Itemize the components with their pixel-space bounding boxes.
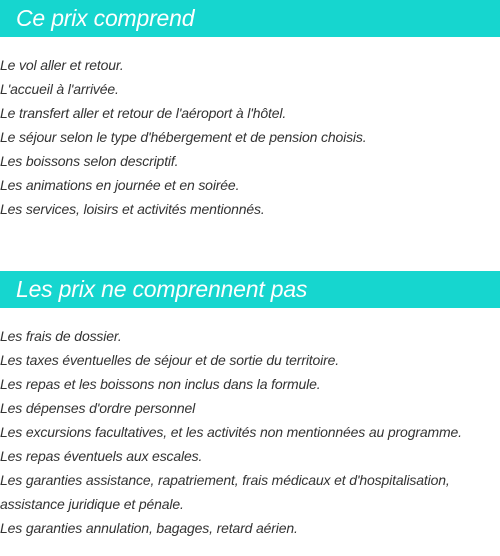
excluded-item: Les garanties annulation, bagages, retard aérien. [0,520,298,536]
excluded-item: Les excursions facultatives, et les activités non mentionnées au programme. [0,424,462,440]
excluded-item: Les taxes éventuelles de séjour et de sortie du territoire. [0,352,340,368]
included-item: Le transfert aller et retour de l'aéroport à l'hôtel. [0,105,287,121]
included-item: Le séjour selon le type d'hébergement et de pension choisis. [0,129,367,145]
included-item: Les animations en journée et en soirée. [0,177,240,193]
included-item: Les boissons selon descriptif. [0,153,179,169]
excluded-list [0,324,500,540]
excluded-item: Les repas éventuels aux escales. [0,448,203,464]
excluded-item: Les repas et les boissons non inclus dans la formule. [0,376,321,392]
excluded-item: Les garanties assistance, rapatriement, frais médicaux et d'hospitalisation, [0,472,450,488]
excluded-section-header [0,271,500,308]
included-section-title: Ce prix comprend [16,5,195,31]
included-list [0,53,500,221]
excluded-item: Les dépenses d'ordre personnel [0,400,196,416]
included-item: Les services, loisirs et activités mentionnés. [0,201,265,217]
included-item: L'accueil à l'arrivée. [0,81,119,97]
included-item: Le vol aller et retour. [0,57,124,73]
excluded-item: Les frais de dossier. [0,328,122,344]
included-section-header [0,0,500,37]
excluded-section-title: Les prix ne comprennent pas [16,276,308,302]
excluded-item: assistance juridique et pénale. [0,496,184,512]
